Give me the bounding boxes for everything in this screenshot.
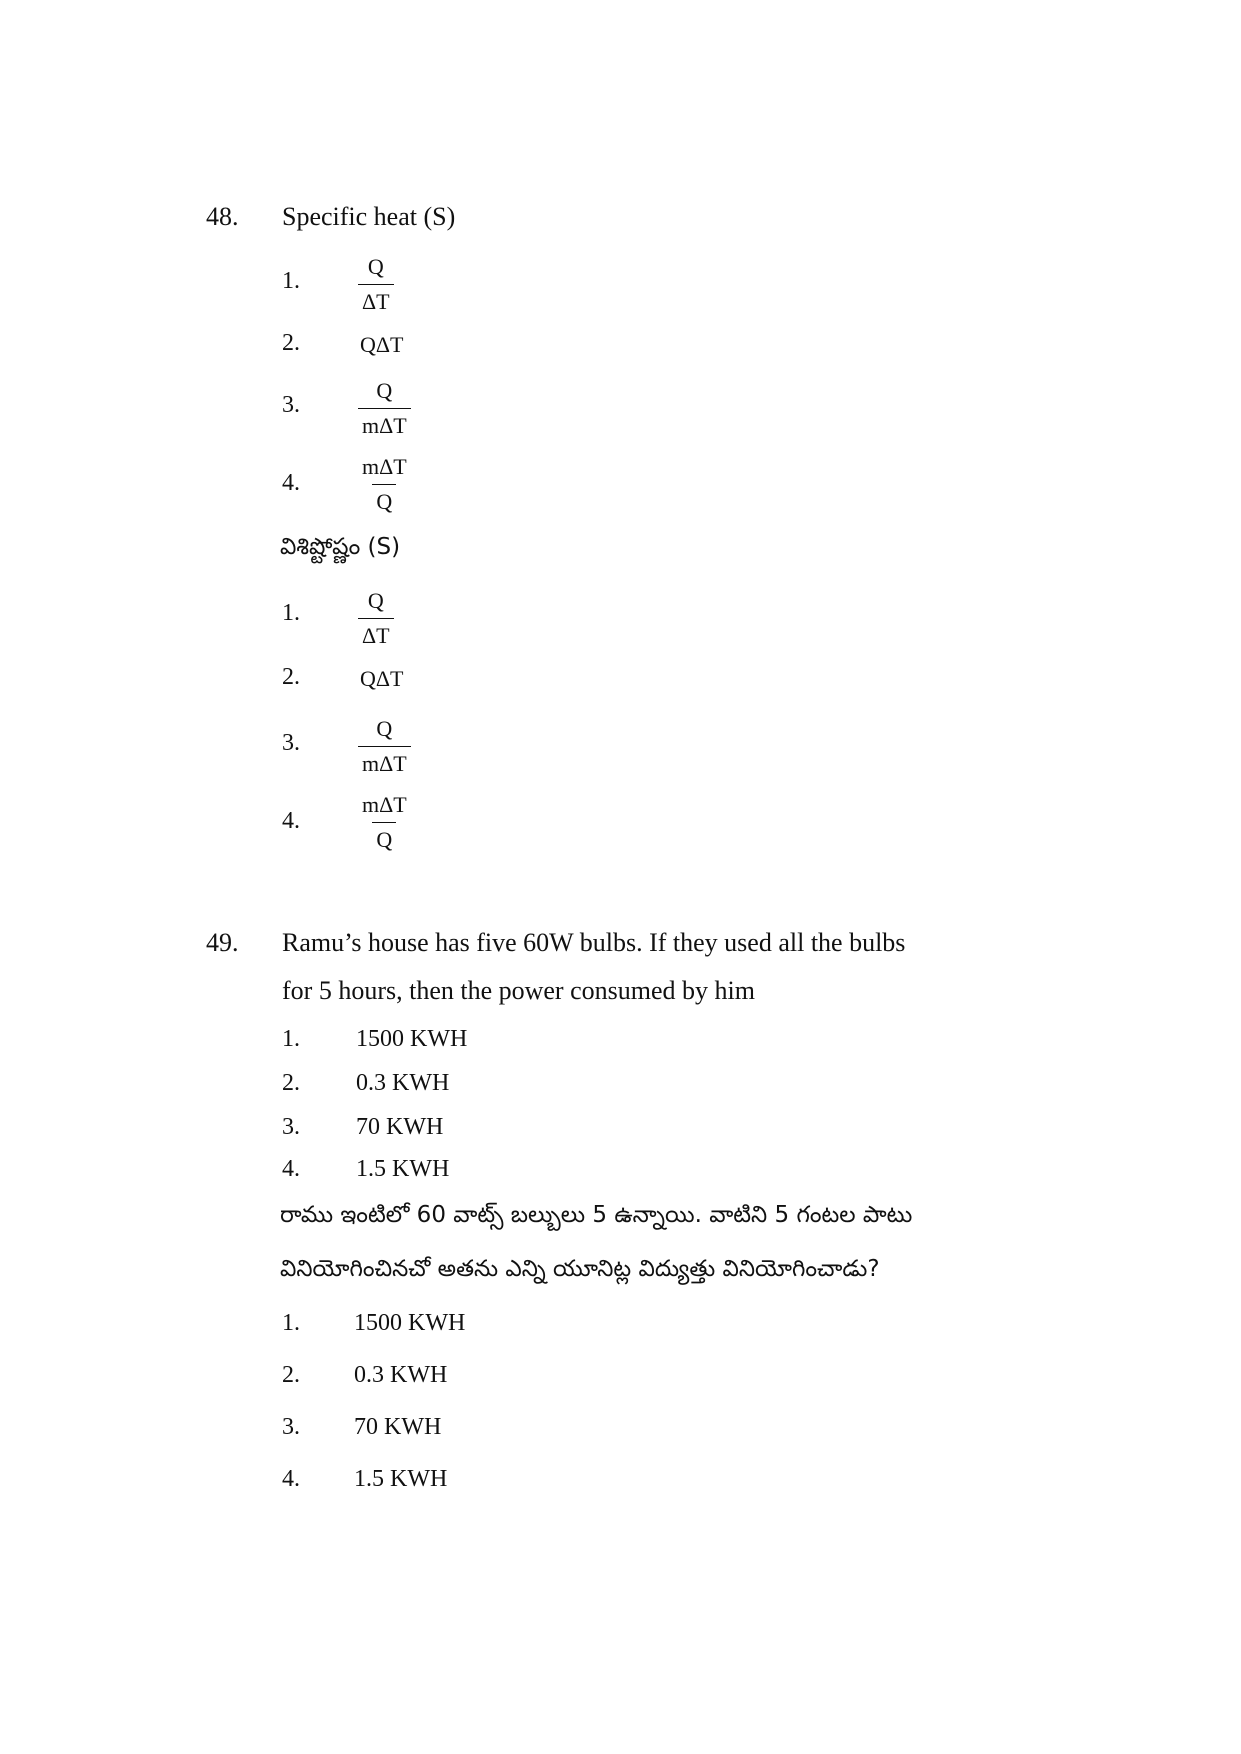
q48-option-4-fraction[interactable] <box>358 456 411 513</box>
q49-option-1-number: 1. <box>282 1026 300 1052</box>
q49-te-option-3-number: 3. <box>282 1414 300 1440</box>
denominator: mΔT <box>358 408 411 437</box>
denominator: ΔT <box>358 284 394 313</box>
denominator: mΔT <box>358 746 411 775</box>
q49-option-2-number: 2. <box>282 1070 300 1096</box>
denominator: ΔT <box>358 618 394 647</box>
q49-option-4-number: 4. <box>282 1156 300 1182</box>
numerator: Q <box>376 716 393 741</box>
q49-te-option-2-number: 2. <box>282 1362 300 1388</box>
q48-te-option-3-number: 3. <box>282 730 300 756</box>
q49-te-option-4-text[interactable]: 1.5 KWH <box>354 1466 448 1492</box>
denominator: Q <box>372 822 396 851</box>
q49-option-3-number: 3. <box>282 1114 300 1140</box>
q48-te-option-4-number: 4. <box>282 808 300 834</box>
q48-option-3-number: 3. <box>282 392 300 418</box>
q48-te-option-4-fraction[interactable] <box>358 794 411 851</box>
question-text-49-line1: Ramu’s house has five 60W bulbs. If they used all the bulbs <box>282 928 906 957</box>
question-text-49-telugu-line2: వినియోగించినచో అతను ఎన్ని యూనిట్ల విద్యుత్తు వినియోగించాడు? <box>280 1256 880 1282</box>
numerator: Q <box>367 588 384 613</box>
q49-te-option-2-text[interactable]: 0.3 KWH <box>354 1362 448 1388</box>
question-text-48: Specific heat (S) <box>282 202 456 231</box>
q48-option-2-number: 2. <box>282 330 300 356</box>
q48-te-option-3-fraction[interactable] <box>358 718 411 775</box>
numerator: mΔT <box>362 454 407 479</box>
denominator: Q <box>372 484 396 513</box>
q48-te-option-1-fraction[interactable] <box>358 590 394 647</box>
q48-option-4-number: 4. <box>282 470 300 496</box>
q49-option-1-text[interactable]: 1500 KWH <box>356 1026 468 1052</box>
q48-te-option-2-number: 2. <box>282 664 300 690</box>
q48-option-2-expression[interactable]: QΔT <box>360 332 404 357</box>
numerator: mΔT <box>362 792 407 817</box>
q49-te-option-4-number: 4. <box>282 1466 300 1492</box>
question-number-48: 48. <box>206 202 239 231</box>
q49-option-2-text[interactable]: 0.3 KWH <box>356 1070 450 1096</box>
q48-option-1-fraction[interactable] <box>358 256 394 313</box>
question-text-49-telugu-line1: రాము ఇంటిలో 60 వాట్స్ బల్బులు 5 ఉన్నాయి. వాటిని 5 గంటల పాటు <box>280 1202 913 1228</box>
question-text-48-telugu: విశిష్టోష్ణం (S) <box>280 534 401 560</box>
q48-option-1-number: 1. <box>282 268 300 294</box>
q49-te-option-3-text[interactable]: 70 KWH <box>354 1414 442 1440</box>
q48-option-3-fraction[interactable] <box>358 380 411 437</box>
q48-te-option-2-expression[interactable]: QΔT <box>360 666 404 691</box>
q49-option-3-text[interactable]: 70 KWH <box>356 1114 444 1140</box>
question-number-49: 49. <box>206 928 239 957</box>
q48-te-option-1-number: 1. <box>282 600 300 626</box>
q49-te-option-1-text[interactable]: 1500 KWH <box>354 1310 466 1336</box>
numerator: Q <box>367 254 384 279</box>
question-text-49-line2: for 5 hours, then the power consumed by him <box>282 976 755 1005</box>
q49-te-option-1-number: 1. <box>282 1310 300 1336</box>
numerator: Q <box>376 378 393 403</box>
q49-option-4-text[interactable]: 1.5 KWH <box>356 1156 450 1182</box>
